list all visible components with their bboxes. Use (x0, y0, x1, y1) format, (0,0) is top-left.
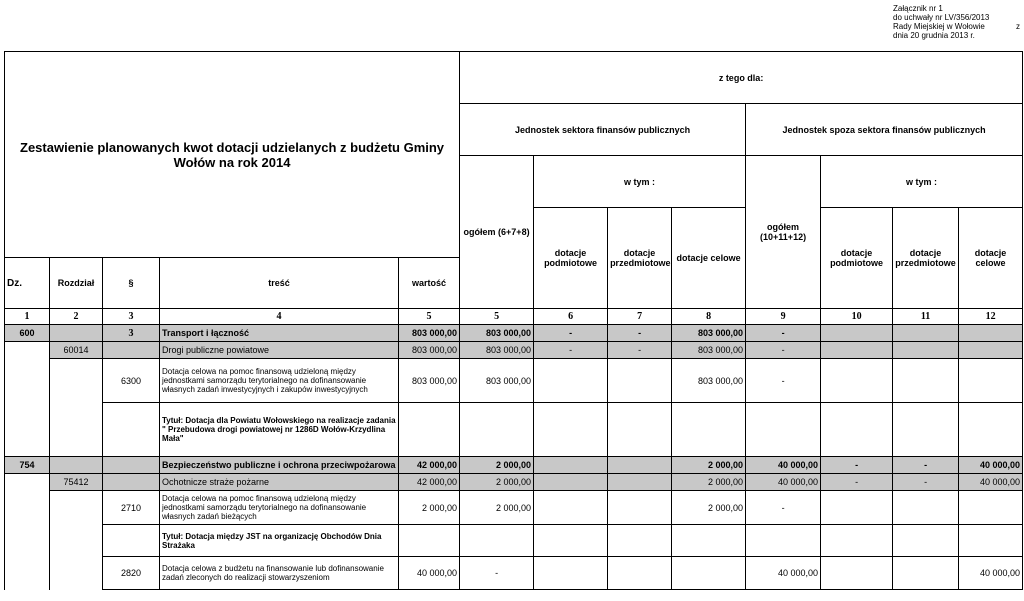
przedm-nonpublic-cell: - (893, 474, 959, 491)
dz-cell (5, 525, 50, 557)
wartosc-cell: 803 000,00 (399, 325, 460, 342)
col-number: 7 (608, 309, 672, 325)
col-number: 11 (893, 309, 959, 325)
ogolem-nonpublic-cell: 40 000,00 (746, 557, 821, 590)
col-number: 9 (746, 309, 821, 325)
tresc-cell: Dotacja celowa z budżetu na finansowanie lub dofinansowanie zadań zleconych do realizacji stowarzyszeniom (160, 557, 399, 590)
ogolem-nonpublic-cell: - (746, 342, 821, 359)
column-numbers-row (5, 309, 1023, 325)
wartosc-cell: 803 000,00 (399, 359, 460, 403)
wartosc-header: wartość (399, 258, 460, 309)
podm-nonpublic-cell (821, 491, 893, 525)
col-number: 2 (50, 309, 103, 325)
rozdzial-cell (50, 457, 103, 474)
rozdzial-cell: 60014 (50, 342, 103, 359)
title-cell: Tytuł: Dotacja między JST na organizację Obchodów Dnia Strażaka (160, 525, 399, 557)
rozdzial-cell: 75412 (50, 474, 103, 491)
rozdzial-cell (50, 557, 103, 590)
dz-cell (5, 359, 50, 403)
podm-public-cell: - (534, 342, 608, 359)
grants-table (4, 51, 1023, 590)
ogolem-nonpublic-cell: - (746, 359, 821, 403)
paragraf-cell: 2820 (103, 557, 160, 590)
dz-cell: 754 (5, 457, 50, 474)
cel-nonpublic-cell (959, 359, 1023, 403)
podm-nonpublic-cell (821, 342, 893, 359)
annex-line-4: dnia 20 grudnia 2013 r. (893, 31, 975, 40)
wartosc-cell (399, 525, 460, 557)
table-row (5, 457, 1023, 474)
ogolem-nonpublic-cell: 40 000,00 (746, 457, 821, 474)
ogolem-nonpublic-cell (746, 403, 821, 457)
table-row (5, 403, 1023, 457)
ogolem-public-cell: 803 000,00 (460, 359, 534, 403)
przedm-public-cell (608, 359, 672, 403)
table-row (5, 474, 1023, 491)
wartosc-cell: 40 000,00 (399, 557, 460, 590)
nonpublic-units-header: Jednostek spoza sektora finansów publicznych (746, 104, 1023, 156)
przedm-public-cell: - (608, 342, 672, 359)
podm-nonpublic-cell: - (821, 474, 893, 491)
dot-przedm-nonpublic-header: dotacje przedmiotowe (893, 208, 959, 309)
paragraf-cell (103, 403, 160, 457)
dot-cel-public-header: dotacje celowe (672, 208, 746, 309)
cel-nonpublic-cell: 40 000,00 (959, 457, 1023, 474)
paragraf-cell (103, 342, 160, 359)
col-number: 12 (959, 309, 1023, 325)
podm-public-cell (534, 359, 608, 403)
paragraf-header: § (103, 258, 160, 309)
przedm-nonpublic-cell: - (893, 457, 959, 474)
annex-line-1: Załącznik nr 1 (893, 4, 943, 13)
cel-nonpublic-cell: 40 000,00 (959, 557, 1023, 590)
przedm-public-cell (608, 557, 672, 590)
cel-public-cell (672, 557, 746, 590)
podm-public-cell (534, 403, 608, 457)
dot-przedm-public-header: dotacje przedmiotowe (608, 208, 672, 309)
table-row (5, 342, 1023, 359)
tresc-cell: Drogi publiczne powiatowe (160, 342, 399, 359)
cel-nonpublic-cell (959, 403, 1023, 457)
col-number: 3 (103, 309, 160, 325)
table-row (5, 359, 1023, 403)
cel-public-cell: 803 000,00 (672, 342, 746, 359)
wartosc-cell: 42 000,00 (399, 457, 460, 474)
tresc-header: treść (160, 258, 399, 309)
paragraf-cell (103, 457, 160, 474)
cel-public-cell: 803 000,00 (672, 325, 746, 342)
rozdzial-cell (50, 525, 103, 557)
cel-public-cell (672, 403, 746, 457)
annex-line-3: Rady Miejskiej w Wołowie (893, 22, 985, 31)
dz-header: Dz. (5, 258, 50, 309)
ogolem-public-cell: 2 000,00 (460, 474, 534, 491)
wartosc-cell: 803 000,00 (399, 342, 460, 359)
przedm-public-cell (608, 457, 672, 474)
ogolem-public-cell: - (460, 557, 534, 590)
podm-nonpublic-cell (821, 403, 893, 457)
ogolem-public-cell: 2 000,00 (460, 457, 534, 474)
w-tym-nonpublic-header: w tym : (821, 156, 1023, 208)
cel-public-cell: 2 000,00 (672, 457, 746, 474)
rozdzial-cell (50, 491, 103, 525)
ogolem-nonpublic-cell: - (746, 325, 821, 342)
tresc-cell: Bezpieczeństwo publiczne i ochrona przeciwpożarowa (160, 457, 399, 474)
dot-cel-nonpublic-header: dotacje celowe (959, 208, 1023, 309)
wartosc-cell (399, 403, 460, 457)
przedm-nonpublic-cell (893, 325, 959, 342)
przedm-nonpublic-cell (893, 525, 959, 557)
ogolem-public-cell: 2 000,00 (460, 491, 534, 525)
przedm-nonpublic-cell (893, 403, 959, 457)
ogolem-nonpublic-cell: 40 000,00 (746, 474, 821, 491)
ogolem-nonpublic-header: ogółem (10+11+12) (746, 156, 821, 309)
wartosc-cell: 42 000,00 (399, 474, 460, 491)
tresc-cell: Dotacja celowa na pomoc finansową udzieloną między jednostkami samorządu terytorialnego na dofinansowanie własnych zadań bieżących (160, 491, 399, 525)
przedm-nonpublic-cell (893, 359, 959, 403)
col-number: 5 (399, 309, 460, 325)
tresc-cell: Dotacja celowa na pomoc finansową udzieloną między jednostkami samorządu terytorialnego na dofinansowanie własnych zadań inwestycyjnych i zakupów inwestycyjnych (160, 359, 399, 403)
przedm-nonpublic-cell (893, 557, 959, 590)
col-number: 6 (534, 309, 608, 325)
przedm-public-cell (608, 403, 672, 457)
ogolem-nonpublic-cell (746, 525, 821, 557)
podm-public-cell: - (534, 325, 608, 342)
tresc-cell: Ochotnicze straże pożarne (160, 474, 399, 491)
cel-public-cell: 2 000,00 (672, 491, 746, 525)
public-units-header: Jednostek sektora finansów publicznych (460, 104, 746, 156)
przedm-nonpublic-cell (893, 491, 959, 525)
table-title: Zestawienie planowanych kwot dotacji udzielanych z budżetu Gminy Wołów na rok 2014 (5, 52, 460, 258)
w-tym-public-header: w tym : (534, 156, 746, 208)
dz-cell (5, 403, 50, 457)
cel-nonpublic-cell (959, 491, 1023, 525)
wartosc-cell: 2 000,00 (399, 491, 460, 525)
col-number: 1 (5, 309, 50, 325)
cel-nonpublic-cell (959, 342, 1023, 359)
ogolem-public-header: ogółem (6+7+8) (460, 156, 534, 309)
z-mark: z (1016, 22, 1020, 31)
podm-nonpublic-cell (821, 359, 893, 403)
paragraf-cell (103, 525, 160, 557)
podm-nonpublic-cell (821, 525, 893, 557)
ogolem-public-cell (460, 403, 534, 457)
dz-cell (5, 557, 50, 590)
ogolem-public-cell: 803 000,00 (460, 342, 534, 359)
tresc-cell: Transport i łączność (160, 325, 399, 342)
col-number: 10 (821, 309, 893, 325)
dot-podm-nonpublic-header: dotacje podmiotowe (821, 208, 893, 309)
dz-cell (5, 491, 50, 525)
przedm-public-cell (608, 525, 672, 557)
przedm-nonpublic-cell (893, 342, 959, 359)
podm-nonpublic-cell (821, 325, 893, 342)
z-tego-header: z tego dla: (460, 52, 1023, 104)
paragraf-cell (103, 474, 160, 491)
rozdzial-cell (50, 325, 103, 342)
paragraf-cell: 2710 (103, 491, 160, 525)
podm-nonpublic-cell (821, 557, 893, 590)
rozdzial-cell (50, 359, 103, 403)
podm-public-cell (534, 525, 608, 557)
cel-nonpublic-cell (959, 525, 1023, 557)
cel-public-cell: 803 000,00 (672, 359, 746, 403)
paragraf-cell: 3 (103, 325, 160, 342)
ogolem-public-cell (460, 525, 534, 557)
paragraf-cell: 6300 (103, 359, 160, 403)
podm-public-cell (534, 457, 608, 474)
cel-public-cell (672, 525, 746, 557)
podm-public-cell (534, 557, 608, 590)
annex-note (893, 4, 989, 40)
table-row (5, 525, 1023, 557)
title-cell: Tytuł: Dotacja dla Powiatu Wołowskiego na realizacje zadania " Przebudowa drogi powiatowej nr 1286D Wołów-Krzydlina Mała" (160, 403, 399, 457)
przedm-public-cell (608, 474, 672, 491)
ogolem-nonpublic-cell: - (746, 491, 821, 525)
ogolem-public-cell: 803 000,00 (460, 325, 534, 342)
dz-cell (5, 342, 50, 359)
dz-cell: 600 (5, 325, 50, 342)
podm-public-cell (534, 491, 608, 525)
przedm-public-cell (608, 491, 672, 525)
annex-line-2: do uchwały nr LV/356/2013 (893, 13, 990, 22)
col-number: 4 (160, 309, 399, 325)
dot-podm-public-header: dotacje podmiotowe (534, 208, 608, 309)
table-row (5, 491, 1023, 525)
podm-nonpublic-cell: - (821, 457, 893, 474)
podm-public-cell (534, 474, 608, 491)
header-row-1 (5, 52, 1023, 104)
przedm-public-cell: - (608, 325, 672, 342)
col-number: 5 (460, 309, 534, 325)
rozdzial-cell (50, 403, 103, 457)
cel-nonpublic-cell (959, 325, 1023, 342)
table-row (5, 557, 1023, 590)
cel-public-cell: 2 000,00 (672, 474, 746, 491)
table-row (5, 325, 1023, 342)
dz-cell (5, 474, 50, 491)
cel-nonpublic-cell: 40 000,00 (959, 474, 1023, 491)
rozdzial-header: Rozdział (50, 258, 103, 309)
col-number: 8 (672, 309, 746, 325)
